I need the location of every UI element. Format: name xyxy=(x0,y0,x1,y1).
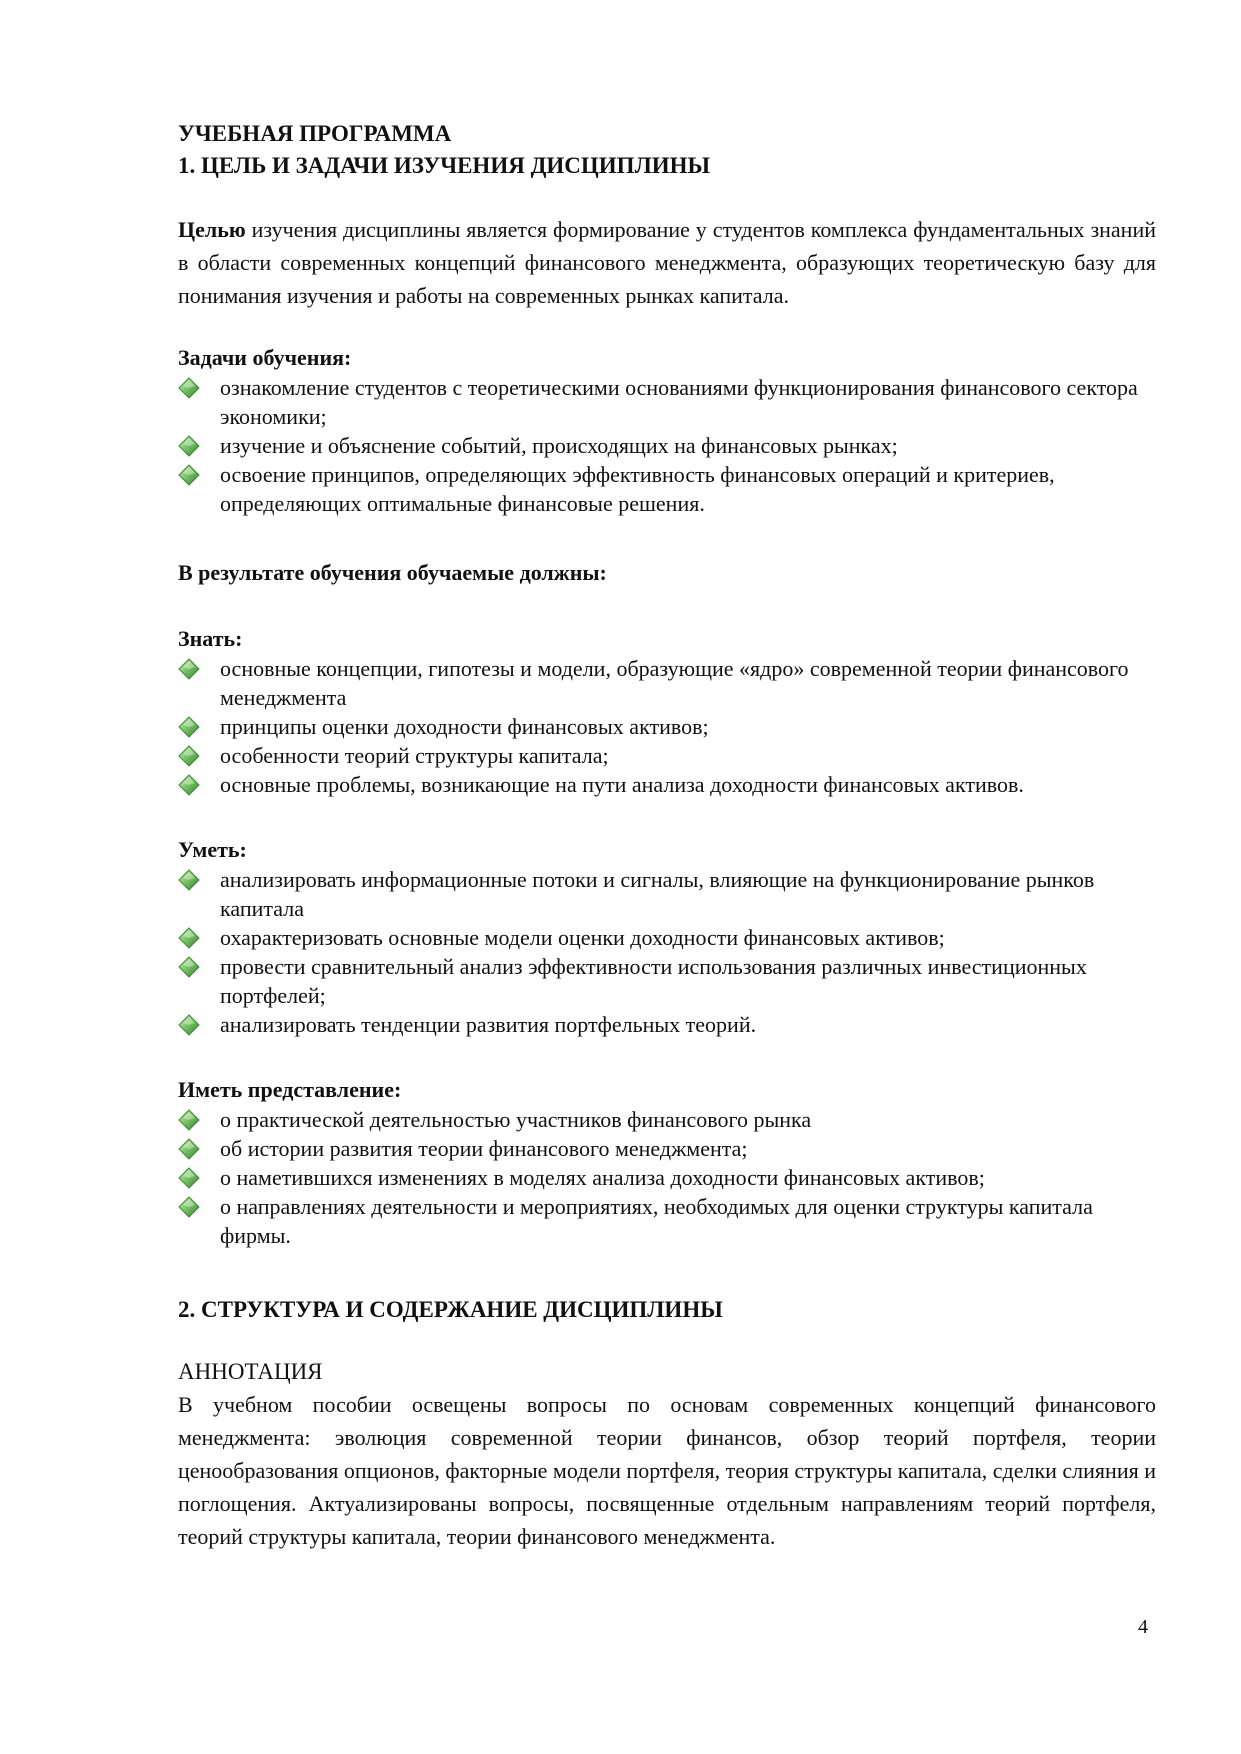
list-item: об истории развития теории финансового менеджмента; xyxy=(178,1134,1156,1163)
green-diamond-bullet-icon xyxy=(178,377,200,399)
list-item: изучение и объяснение событий, происходящих на финансовых рынках; xyxy=(178,431,1156,460)
list-item: о наметившихся изменениях в моделях анализа доходности финансовых активов; xyxy=(178,1163,1156,1192)
green-diamond-bullet-icon xyxy=(178,435,200,457)
goal-lead: Целью xyxy=(178,217,246,242)
green-diamond-bullet-icon xyxy=(178,658,200,680)
green-diamond-bullet-icon xyxy=(178,464,200,486)
green-diamond-bullet-icon xyxy=(178,927,200,949)
document-page xyxy=(178,118,1156,1553)
list-item: анализировать информационные потоки и сигналы, влияющие на функционирование рынков капитала xyxy=(178,865,1156,923)
list-item: о практической деятельностью участников финансового рынка xyxy=(178,1105,1156,1134)
goal-paragraph xyxy=(178,213,1156,312)
green-diamond-bullet-icon xyxy=(178,716,200,738)
list-item: основные концепции, гипотезы и модели, образующие «ядро» современной теории финансового менеджмента xyxy=(178,654,1156,712)
list-item: о направлениях деятельности и мероприятиях, необходимых для оценки структуры капитала фирмы. xyxy=(178,1192,1156,1250)
idea-list xyxy=(178,1105,1156,1250)
result-heading: В результате обучения обучаемые должны: xyxy=(178,560,607,585)
green-diamond-bullet-icon xyxy=(178,774,200,796)
can-list xyxy=(178,865,1156,1039)
annotation-heading: АННОТАЦИЯ xyxy=(178,1359,323,1384)
section2-heading: 2. СТРУКТУРА И СОДЕРЖАНИЕ ДИСЦИПЛИНЫ xyxy=(178,1297,723,1322)
list-item: особенности теорий структуры капитала; xyxy=(178,741,1156,770)
goal-text: изучения дисциплины является формирование у студентов комплекса фундаментальных знаний в области современных концепций финансового менеджмента, образующих теоретическую базу для понимания изучения и работы на современных рынках капитала. xyxy=(178,217,1156,308)
program-heading: УЧЕБНАЯ ПРОГРАММА xyxy=(178,121,452,146)
tasks-heading: Задачи обучения: xyxy=(178,345,352,370)
green-diamond-bullet-icon xyxy=(178,956,200,978)
green-diamond-bullet-icon xyxy=(178,1138,200,1160)
section1-heading: 1. ЦЕЛЬ И ЗАДАЧИ ИЗУЧЕНИЯ ДИСЦИПЛИНЫ xyxy=(178,153,711,178)
green-diamond-bullet-icon xyxy=(178,869,200,891)
page-number: 4 xyxy=(1138,1616,1148,1638)
green-diamond-bullet-icon xyxy=(178,1109,200,1131)
green-diamond-bullet-icon xyxy=(178,1196,200,1218)
green-diamond-bullet-icon xyxy=(178,1167,200,1189)
green-diamond-bullet-icon xyxy=(178,745,200,767)
list-item: основные проблемы, возникающие на пути анализа доходности финансовых активов. xyxy=(178,770,1156,799)
know-list xyxy=(178,654,1156,799)
know-heading: Знать: xyxy=(178,626,243,651)
annotation-paragraph: В учебном пособии освещены вопросы по основам современных концепций финансового менеджмента: эволюция современной теории финансов, обзор теорий портфеля, теории ценообразования опционов, факторные модели портфеля, теория структуры капитала, сделки слияния и поглощения. Актуализированы вопросы, посвященные отдельным направлениям теорий портфеля, теорий структуры капитала, теории финансового менеджмента. xyxy=(178,1392,1156,1549)
can-heading: Уметь: xyxy=(178,837,247,862)
list-item: принципы оценки доходности финансовых активов; xyxy=(178,712,1156,741)
list-item: анализировать тенденции развития портфельных теорий. xyxy=(178,1010,1156,1039)
list-item: провести сравнительный анализ эффективности использования различных инвестиционных портфелей; xyxy=(178,952,1156,1010)
tasks-list xyxy=(178,373,1156,518)
list-item: охарактеризовать основные модели оценки доходности финансовых активов; xyxy=(178,923,1156,952)
green-diamond-bullet-icon xyxy=(178,1014,200,1036)
list-item: освоение принципов, определяющих эффективность финансовых операций и критериев, определяющих оптимальные финансовые решения. xyxy=(178,460,1156,518)
idea-heading: Иметь представление: xyxy=(178,1077,402,1102)
list-item: ознакомление студентов с теоретическими основаниями функционирования финансового сектора экономики; xyxy=(178,373,1156,431)
